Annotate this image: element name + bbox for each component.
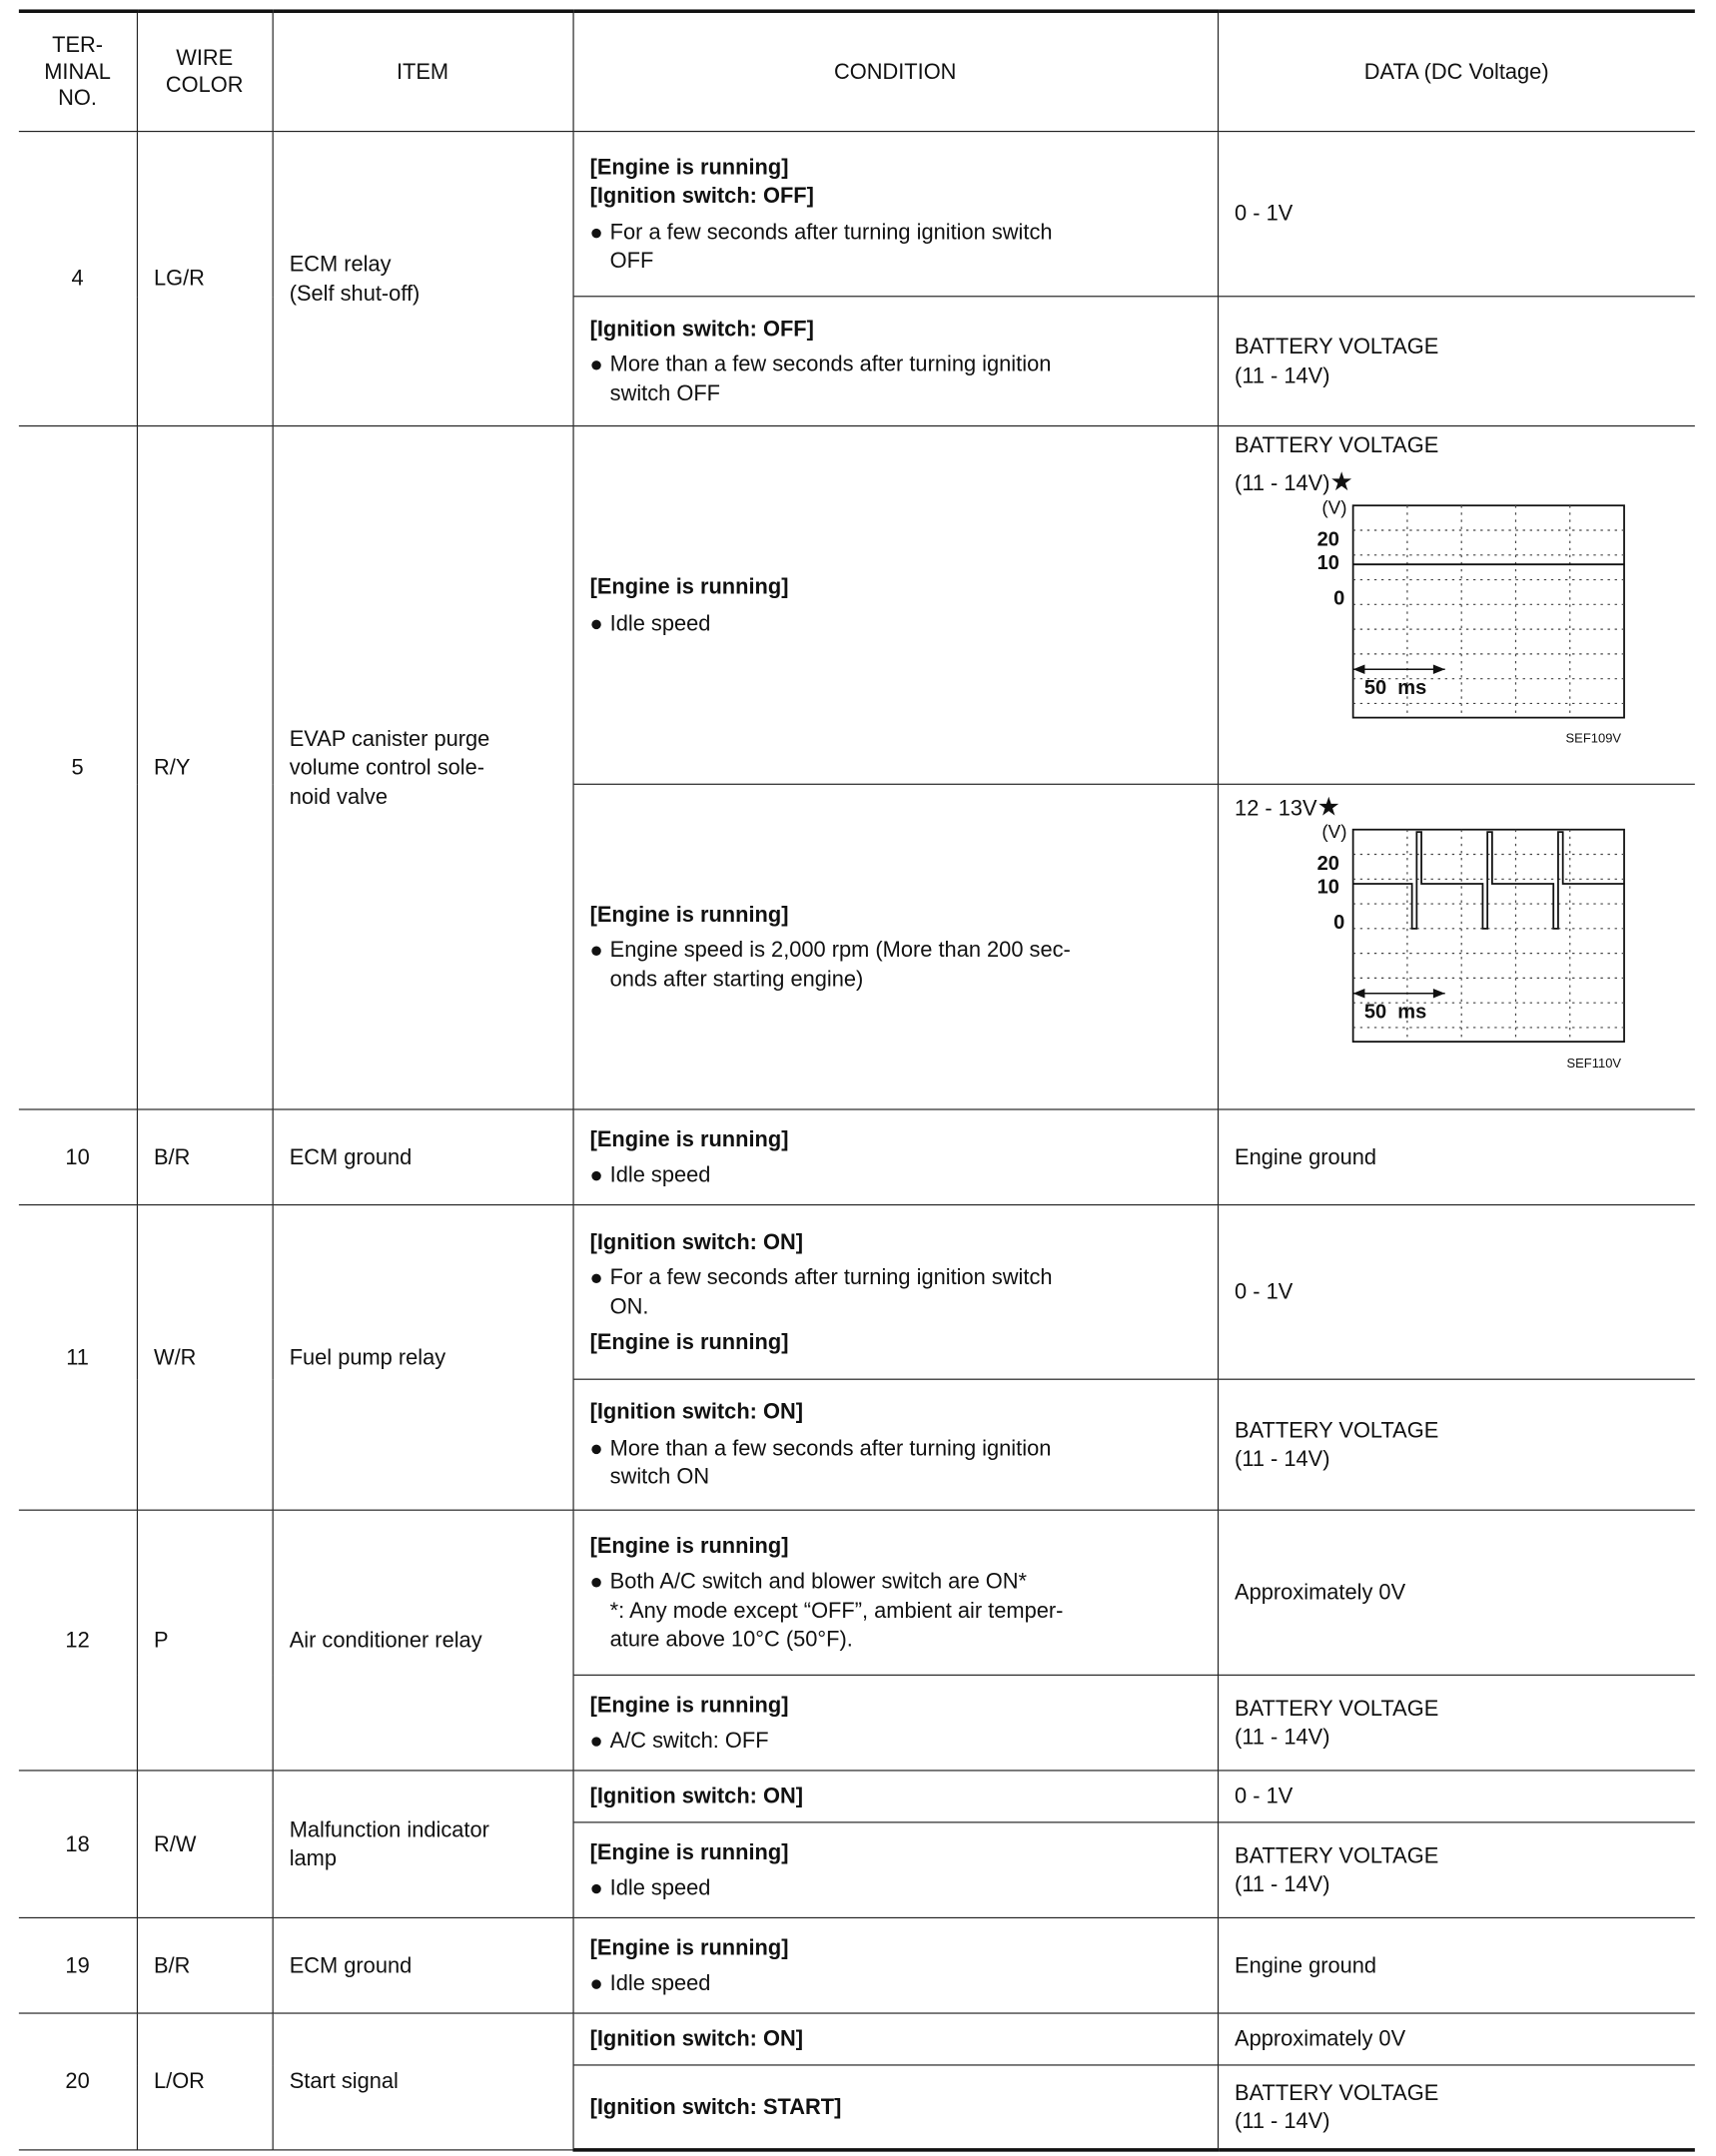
- star-icon: ★: [1329, 466, 1353, 497]
- terminal-no: 11: [19, 1205, 137, 1511]
- condition-cell: [Ignition switch: ON]: [572, 2013, 1217, 2065]
- condition-cell: [Ignition switch: ON] More than a few seconds after turning ignition switch ON: [572, 1379, 1217, 1510]
- terminal-no: 12: [19, 1510, 137, 1771]
- condition-cell: [Engine is running] Idle speed: [572, 426, 1217, 785]
- data-cell: BATTERY VOLTAGE (11 - 14V): [1218, 2065, 1695, 2150]
- item-name: Air conditioner relay: [273, 1510, 573, 1771]
- wire-color: R/W: [137, 1771, 273, 1918]
- condition-cell: [Engine is running] [Ignition switch: OFF] For a few seconds after turning ignition switch OFF: [572, 132, 1217, 297]
- table-row: [19, 2013, 1695, 2065]
- data-cell: Engine ground: [1218, 1109, 1695, 1205]
- data-cell: BATTERY VOLTAGE (11 - 14V): [1218, 1379, 1695, 1510]
- data-cell: BATTERY VOLTAGE (11 - 14V): [1218, 1675, 1695, 1771]
- terminal-no: 4: [19, 132, 137, 426]
- table-header-row: [19, 11, 1695, 131]
- waveform-2000rpm: (V) 20 10 0 50 ms SEF110V: [1293, 823, 1612, 1071]
- table-row: [19, 1510, 1695, 1675]
- data-cell: BATTERY VOLTAGE (11 - 14V): [1218, 1822, 1695, 1918]
- condition-cell: [Ignition switch: START]: [572, 2065, 1217, 2150]
- terminal-no: 10: [19, 1109, 137, 1205]
- table-row: [19, 426, 1695, 785]
- condition-cell: [Ignition switch: ON] For a few seconds after turning ignition switch ON. [Engine is running]: [572, 1205, 1217, 1380]
- condition-cell: [Engine is running] A/C switch: OFF: [572, 1675, 1217, 1771]
- data-cell: Engine ground: [1218, 1917, 1695, 2013]
- terminal-no: 20: [19, 2013, 137, 2150]
- condition-cell: [Ignition switch: OFF] More than a few seconds after turning ignition switch OFF: [572, 297, 1217, 426]
- header-wire-color: WIRE COLOR: [137, 11, 273, 131]
- wire-color: R/Y: [137, 426, 273, 1109]
- header-condition: CONDITION: [572, 11, 1217, 131]
- item-name: ECM ground: [273, 1109, 573, 1205]
- data-cell: 0 - 1V: [1218, 1771, 1695, 1822]
- condition-cell: [Engine is running] Idle speed: [572, 1109, 1217, 1205]
- data-cell: BATTERY VOLTAGE (11 - 14V)★ (V) 20 10 0 50 ms SEF109V: [1218, 426, 1695, 785]
- table-row: [19, 132, 1695, 297]
- waveform-2000rpm-graph: [1293, 823, 1612, 1071]
- condition-cell: [Engine is running] Idle speed: [572, 1822, 1217, 1918]
- wire-color: B/R: [137, 1917, 273, 2013]
- item-name: Start signal: [273, 2013, 573, 2150]
- header-data: DATA (DC Voltage): [1218, 11, 1695, 131]
- wire-color: B/R: [137, 1109, 273, 1205]
- voltage-trace: [1352, 833, 1623, 930]
- wire-color: LG/R: [137, 132, 273, 426]
- wire-color: P: [137, 1510, 273, 1771]
- table-row: [19, 1205, 1695, 1380]
- data-cell: Approximately 0V: [1218, 1510, 1695, 1675]
- waveform-idle: (V) 20 10 0 50 ms SEF109V: [1293, 498, 1612, 746]
- wire-color: W/R: [137, 1205, 273, 1511]
- data-cell: 12 - 13V★ (V) 20 10 0 50 ms SEF110V: [1218, 784, 1695, 1109]
- waveform-idle-graph: [1293, 498, 1612, 746]
- item-name: Fuel pump relay: [273, 1205, 573, 1511]
- condition-cell: [Engine is running] Engine speed is 2,000 rpm (More than 200 sec- onds after starting engine): [572, 784, 1217, 1109]
- wire-color: L/OR: [137, 2013, 273, 2150]
- item-name: ECM ground: [273, 1917, 573, 2013]
- data-cell: Approximately 0V: [1218, 2013, 1695, 2065]
- header-terminal-no: TER- MINAL NO.: [19, 11, 137, 131]
- data-cell: 0 - 1V: [1218, 132, 1695, 297]
- table-row: [19, 1917, 1695, 2013]
- condition-cell: [Engine is running] Both A/C switch and blower switch are ON* *: Any mode except “OFF”, ambient air temper- ature above 10°C (50°F).: [572, 1510, 1217, 1675]
- item-name: Malfunction indicator lamp: [273, 1771, 573, 1918]
- terminal-no: 19: [19, 1917, 137, 2013]
- condition-cell: [Engine is running] Idle speed: [572, 1917, 1217, 2013]
- item-name: ECM relay (Self shut-off): [273, 132, 573, 426]
- table-row: [19, 1109, 1695, 1205]
- terminal-no: 18: [19, 1771, 137, 1918]
- data-cell: 0 - 1V: [1218, 1205, 1695, 1380]
- star-icon: ★: [1316, 791, 1340, 822]
- table-row: [19, 1771, 1695, 1822]
- terminal-data-table: [19, 9, 1695, 2151]
- terminal-no: 5: [19, 426, 137, 1109]
- item-name: EVAP canister purge volume control sole- noid valve: [273, 426, 573, 1109]
- header-item: ITEM: [273, 11, 573, 131]
- data-cell: BATTERY VOLTAGE (11 - 14V): [1218, 297, 1695, 426]
- condition-cell: [Ignition switch: ON]: [572, 1771, 1217, 1822]
